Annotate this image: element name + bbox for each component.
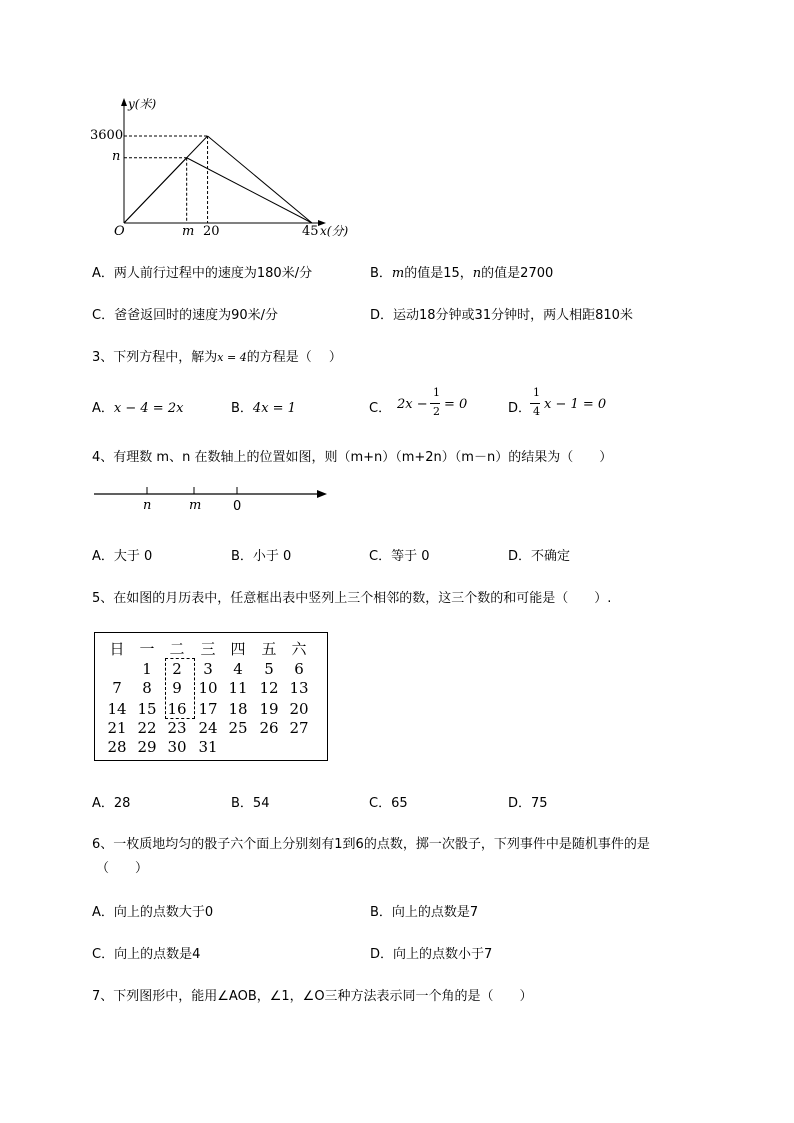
calendar-date-cell: 4 bbox=[233, 660, 243, 678]
q5-option-b[interactable]: B．54 bbox=[231, 796, 270, 811]
q3-stem-prefix: 3、下列方程中，解为 bbox=[92, 350, 218, 365]
calendar-date-cell: 20 bbox=[289, 700, 309, 718]
q4-option-b[interactable]: B．小于 0 bbox=[231, 549, 292, 564]
calendar-date-cell: 24 bbox=[198, 719, 218, 737]
calendar-date-cell: 23 bbox=[167, 719, 187, 737]
q6-option-b[interactable]: B．向上的点数是7 bbox=[370, 905, 479, 920]
q3-option-c-label: C． bbox=[369, 401, 392, 416]
x-tick-m: m bbox=[182, 224, 195, 239]
calendar-date-cell: 28 bbox=[107, 738, 127, 756]
q2-option-b-prefix: B． bbox=[370, 266, 392, 281]
q3-option-a[interactable] bbox=[92, 397, 183, 416]
q2-option-b-suffix: 的值是2700 bbox=[481, 266, 554, 281]
number-line-label-0: 0 bbox=[233, 499, 242, 514]
calendar-date-cell: 14 bbox=[107, 700, 127, 718]
calendar-date-cell: 6 bbox=[294, 660, 304, 678]
origin-label: O bbox=[114, 224, 125, 239]
calendar-weekday-header: 三 bbox=[200, 640, 216, 658]
series-line-1-segment-2 bbox=[208, 136, 312, 223]
calendar-date-cell: 26 bbox=[259, 719, 279, 737]
calendar-weekday-header: 二 bbox=[169, 640, 185, 658]
calendar-date-cell: 1 bbox=[142, 660, 152, 678]
q6-option-d[interactable]: D．向上的点数小于7 bbox=[370, 947, 493, 962]
calendar-date-cell: 3 bbox=[203, 660, 213, 678]
calendar-date-cell: 27 bbox=[289, 719, 309, 737]
x-tick-20: 20 bbox=[203, 224, 220, 239]
calendar-date-cell: 2 bbox=[172, 660, 182, 678]
q2-option-b-n: n bbox=[472, 266, 482, 281]
calendar-date-cell: 17 bbox=[198, 700, 218, 718]
calendar-date-cell: 21 bbox=[107, 719, 127, 737]
q2-option-a[interactable]: A．两人前行过程中的速度为180米/分 bbox=[92, 266, 313, 281]
calendar-weekday-header: 五 bbox=[261, 640, 277, 658]
number-line-label-m: m bbox=[189, 498, 202, 513]
q6-stem-line1: 6、一枚质地均匀的骰子六个面上分别刻有1到6的点数，掷一次骰子，下列事件中是随机事件的是 bbox=[92, 837, 650, 852]
q3-option-d-post: x − 1 = 0 bbox=[544, 397, 607, 412]
x-axis-label: x(分) bbox=[320, 224, 349, 238]
calendar-date-cell: 18 bbox=[228, 700, 248, 718]
q7-stem: 7、下列图形中，能用∠AOB，∠1，∠O三种方法表示同一个角的是（ ） bbox=[92, 989, 533, 1004]
y-tick-n: n bbox=[112, 149, 121, 164]
q4-stem: 4、有理数 m、n 在数轴上的位置如图，则（m+n）（m+2n）（m－n）的结果为（ ） bbox=[92, 450, 613, 465]
q3-option-d-label: D． bbox=[508, 401, 532, 416]
q2-option-b-mid: 的值是15， bbox=[404, 266, 473, 281]
q3-option-a-expr: x − 4 = 2x bbox=[113, 401, 184, 416]
calendar-date-cell: 30 bbox=[167, 738, 187, 756]
calendar-date-cell: 9 bbox=[172, 679, 182, 697]
q3-option-c-denominator: 2 bbox=[433, 405, 440, 418]
q4-option-a[interactable]: A．大于 0 bbox=[92, 549, 153, 564]
q3-option-c-pre: 2x − bbox=[397, 397, 428, 412]
x-tick-45: 45 bbox=[302, 224, 319, 239]
y-axis-arrow bbox=[121, 98, 127, 106]
number-line-label-n: n bbox=[143, 498, 152, 513]
q2-option-b-m: m bbox=[391, 266, 405, 281]
calendar-date-cell: 25 bbox=[228, 719, 248, 737]
number-line-arrow bbox=[317, 490, 327, 498]
calendar-date-cell: 8 bbox=[142, 679, 152, 697]
distance-time-graph bbox=[90, 90, 350, 240]
calendar-date-cell: 19 bbox=[259, 700, 279, 718]
calendar-date-cell: 13 bbox=[289, 679, 309, 697]
calendar-table bbox=[94, 632, 328, 761]
calendar-date-cell: 29 bbox=[137, 738, 157, 756]
q2-option-b[interactable] bbox=[370, 262, 553, 281]
y-tick-3600: 3600 bbox=[90, 128, 124, 143]
q5-option-d[interactable]: D．75 bbox=[508, 796, 548, 811]
calendar-date-cell: 22 bbox=[137, 719, 157, 737]
q4-option-d[interactable]: D．不确定 bbox=[508, 549, 571, 564]
q6-option-a[interactable]: A．向上的点数大于0 bbox=[92, 905, 214, 920]
q6-option-c[interactable]: C．向上的点数是4 bbox=[92, 947, 201, 962]
calendar-date-cell: 31 bbox=[198, 738, 218, 756]
calendar-date-cell: 10 bbox=[198, 679, 218, 697]
y-axis-label: y(米) bbox=[128, 97, 157, 111]
q4-option-c[interactable]: C．等于 0 bbox=[369, 549, 430, 564]
series-line-2-segment-1 bbox=[124, 158, 187, 223]
q3-stem-suffix: 的方程是（ ） bbox=[246, 350, 342, 365]
q3-option-c-fraction-bar bbox=[430, 403, 440, 404]
q3-option-c-numerator: 1 bbox=[433, 386, 440, 399]
q3-option-b[interactable] bbox=[231, 397, 296, 416]
q5-stem: 5、在如图的月历表中，任意框出表中竖列上三个相邻的数，这三个数的和可能是（ ）. bbox=[92, 591, 612, 606]
q3-stem-equation: x = 4 bbox=[217, 351, 247, 364]
calendar-date-cell: 15 bbox=[137, 700, 157, 718]
calendar-date-cell: 5 bbox=[264, 660, 274, 678]
q3-option-d-fraction-bar bbox=[530, 403, 540, 404]
q3-option-b-expr: 4x = 1 bbox=[252, 401, 296, 416]
q3-option-d-denominator: 4 bbox=[533, 405, 540, 418]
number-line bbox=[90, 480, 335, 516]
calendar-weekday-header: 六 bbox=[291, 640, 307, 658]
q3-option-d-numerator: 1 bbox=[533, 386, 540, 399]
series-line-2-segment-2 bbox=[187, 158, 312, 223]
q2-option-c[interactable]: C．爸爸返回时的速度为90米/分 bbox=[92, 308, 278, 323]
q3-option-b-label: B． bbox=[231, 401, 253, 416]
calendar-date-cell: 7 bbox=[112, 679, 122, 697]
calendar-date-cell: 16 bbox=[167, 700, 187, 718]
q6-stem-line2: （ ） bbox=[96, 861, 149, 876]
calendar-weekday-header: 四 bbox=[230, 640, 246, 658]
q3-stem bbox=[92, 346, 342, 365]
q5-option-a[interactable]: A．28 bbox=[92, 796, 131, 811]
calendar-date-cell: 12 bbox=[259, 679, 279, 697]
q3-option-c-post: = 0 bbox=[444, 397, 468, 412]
q5-option-c[interactable]: C．65 bbox=[369, 796, 408, 811]
q3-option-a-label: A． bbox=[92, 401, 114, 416]
calendar-weekday-header: 日 bbox=[109, 640, 125, 658]
calendar-date-cell: 11 bbox=[228, 679, 248, 697]
q2-option-d[interactable]: D．运动18分钟或31分钟时，两人相距810米 bbox=[370, 308, 633, 323]
calendar-weekday-header: 一 bbox=[139, 640, 155, 658]
